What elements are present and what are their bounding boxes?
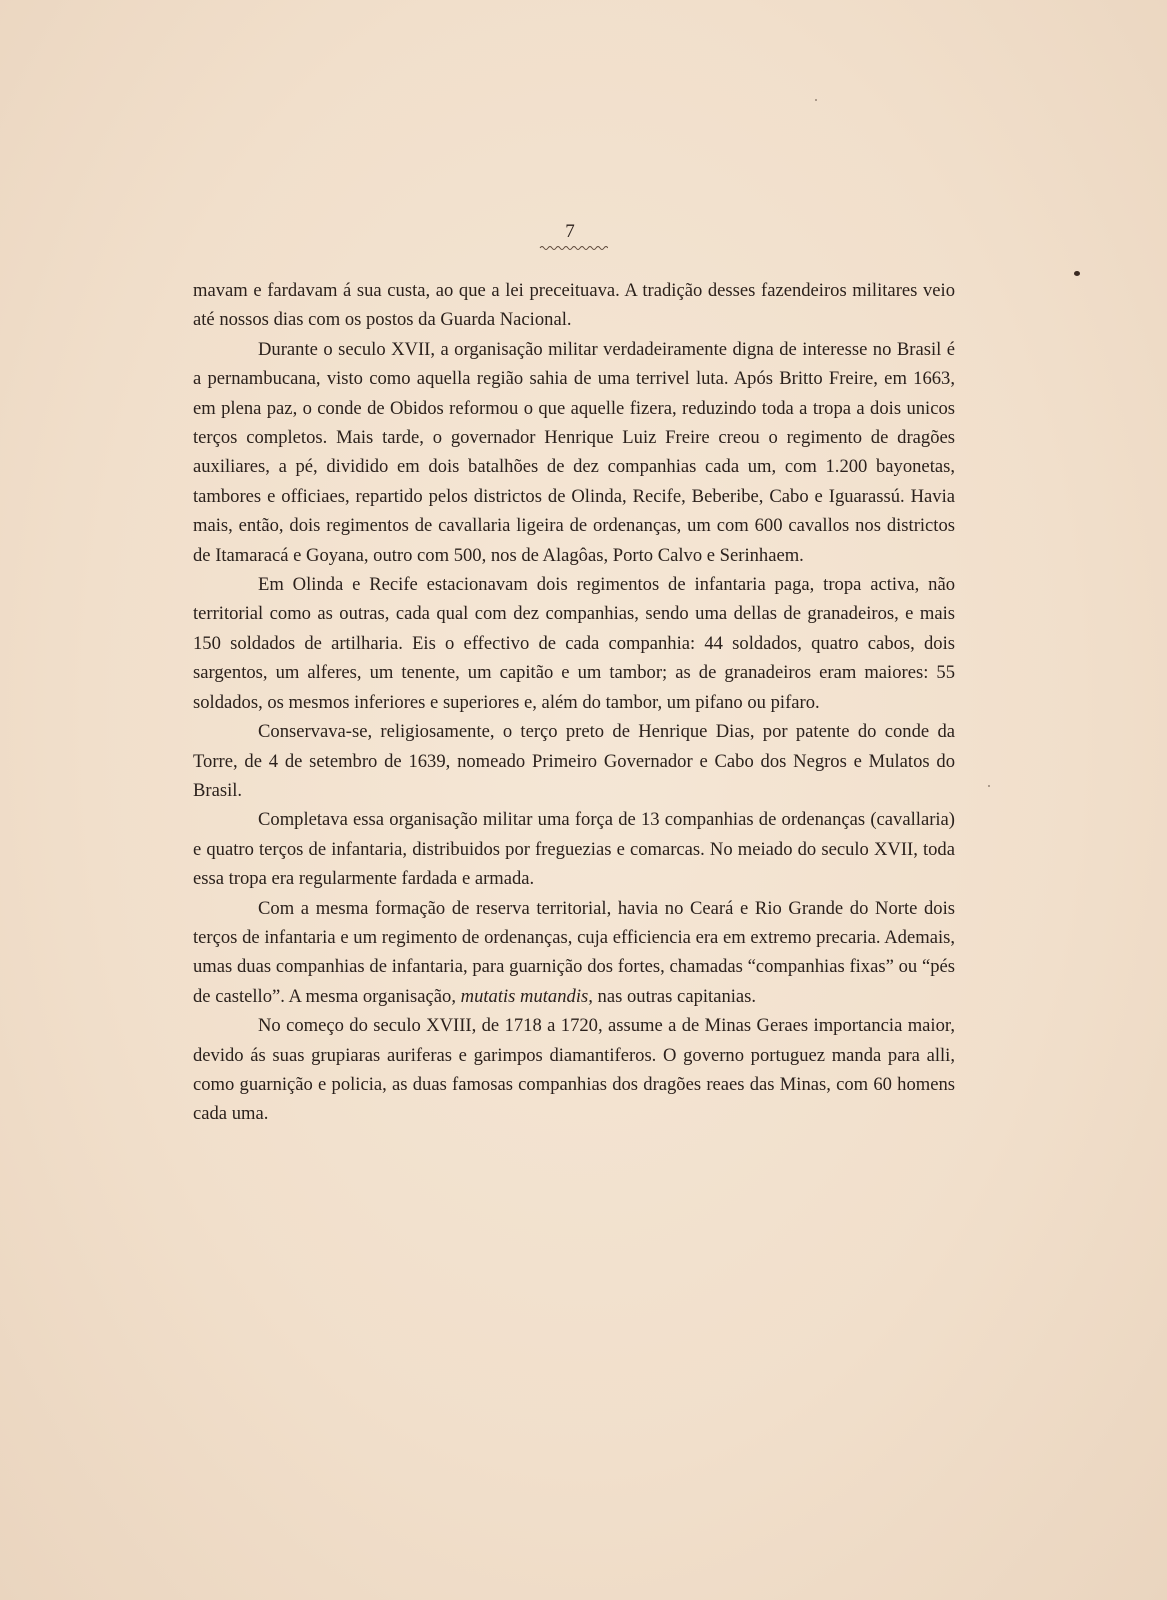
paragraph-4: Conservava-se, religiosamente, o terço preto de Henrique Dias, por patente do conde da Torre, de 4 de setembro de 1639, nomeado Primeiro Governador e Cabo dos Negros e Mulatos do Brasil. xyxy=(193,721,955,801)
page-number: 7 xyxy=(565,221,575,242)
ink-speck xyxy=(1074,271,1080,276)
paragraph-1: mavam e fardavam á sua custa, ao que a lei preceituava. A tradição desses fazendeiros militares veio até nossos dias com os postos da Guarda Nacional. xyxy=(193,280,955,331)
page-number-ornament xyxy=(538,245,608,251)
paragraph-7: No começo do seculo XVIII, de 1718 a 1720, assume a de Minas Geraes importancia maior, devido ás suas grupiaras auriferas e garimpos diamantiferos. O governo portuguez manda para alli, como guarnição e policia, as duas famosas companhias dos dragões reaes das Minas, com 60 homens cada uma. xyxy=(193,1015,955,1125)
ink-speck xyxy=(988,785,990,787)
paragraph-6-italic-phrase: mutatis mutandis, xyxy=(460,985,593,1007)
body-text xyxy=(193,276,955,1129)
paragraph-2: Durante o seculo XVII, a organisação militar verdadeiramente digna de interesse no Brasil é a pernambucana, visto como aquella região sahia de uma terrivel luta. Após Britto Freire, em 1663, em plena paz, o conde de Obidos reformou o que aquelle fizera, reduzindo toda a tropa a dois unicos terços completos. Mais tarde, o governador Henrique Luiz Freire creou o regimento de dragões auxiliares, a pé, dividido em dois batalhões de dez companhias cada um, com 1.200 bayonetas, tambores e officiaes, repartido pelos districtos de Olinda, Recife, Beberibe, Cabo e Iguarassú. Havia mais, então, dois regimentos de cavallaria ligeira de ordenanças, um com 600 cavallos nos districtos de Itamaracá e Goyana, outro com 500, nos de Alagôas, Porto Calvo e Serinhaem. xyxy=(193,338,955,566)
paragraph-5: Completava essa organisação militar uma força de 13 companhias de ordenanças (cavallaria) e quatro terços de infantaria, distribuidos por freguezias e comarcas. No meiado do seculo XVII, toda essa tropa era regularmente fardada e armada. xyxy=(193,809,955,890)
paragraph-6 xyxy=(193,894,955,1012)
paragraph-3: Em Olinda e Recife estacionavam dois regimentos de infantaria paga, tropa activa, não territorial como as outras, cada qual com dez companhias, sendo uma dellas de granadeiros, e mais 150 soldados de artilharia. Eis o effectivo de cada companhia: 44 soldados, quatro cabos, dois sargentos, um alferes, um tenente, um capitão e um tambor; as de granadeiros eram maiores: 55 soldados, os mesmos inferiores e superiores e, além do tambor, um pifano ou pifaro. xyxy=(193,574,955,713)
ink-speck xyxy=(815,99,817,101)
paragraph-6-text-after: nas outras capitanias. xyxy=(592,985,757,1007)
paragraph-6-text-before: Com a mesma formação de reserva territorial, havia no Ceará e Rio Grande do Norte dois terços de infantaria e um regimento de ordenanças, cuja efficiencia era em extremo precaria. Ademais, umas duas companhias de infantaria, para guarnição dos fortes, chamadas “companhias fixas” ou “pés de castello”. A mesma organisação, xyxy=(193,897,955,1007)
